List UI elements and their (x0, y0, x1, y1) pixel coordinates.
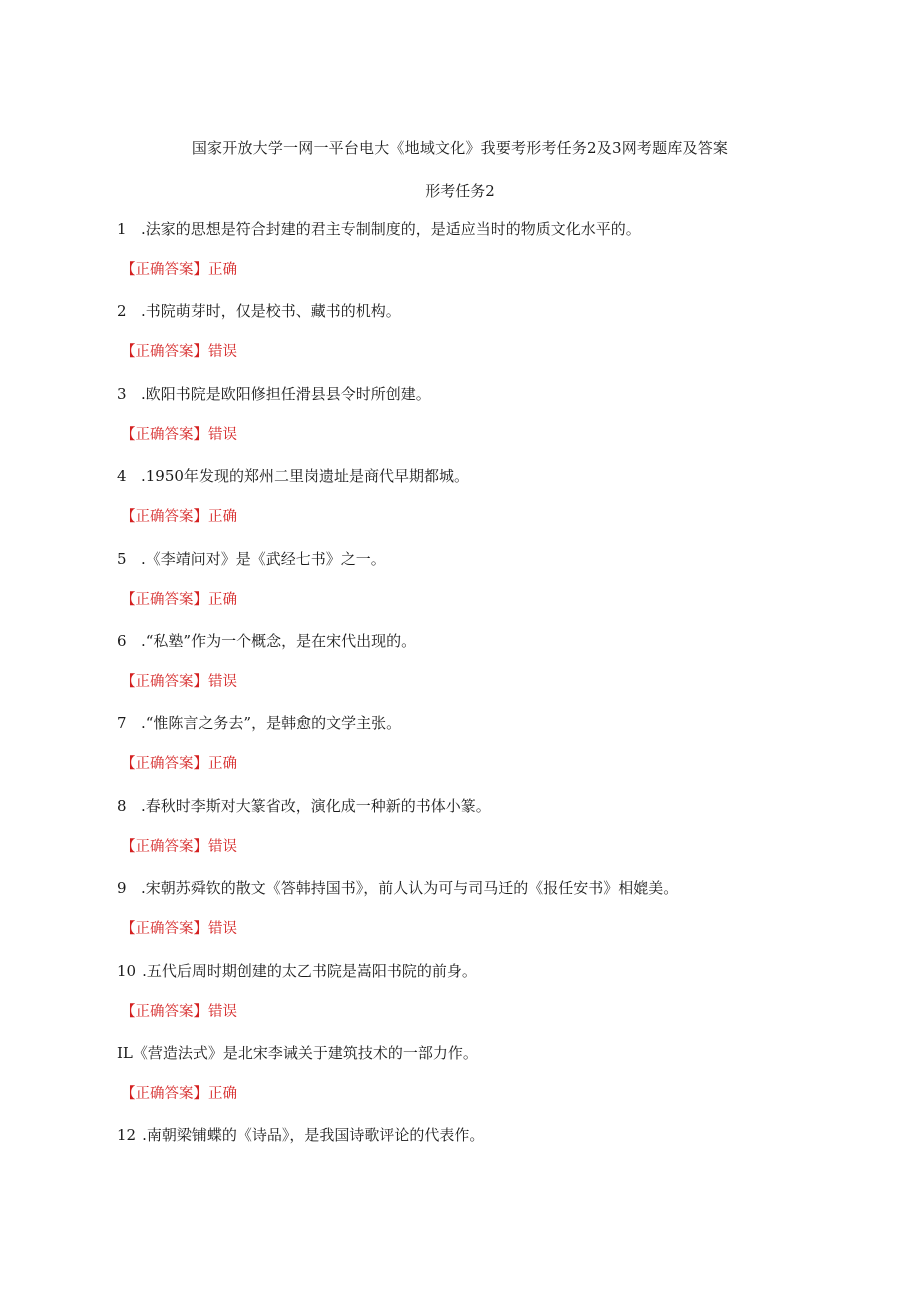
question-number: 10 (117, 961, 137, 980)
answer-prefix: 【正确答案】 (121, 756, 208, 773)
question-line (117, 466, 469, 486)
answer-line (121, 590, 237, 610)
question-number: 6 (117, 631, 127, 650)
question-text: .“私塾”作为一个概念，是在宋代出现的。 (141, 631, 417, 650)
question-text: .1950年发现的郑州二里岗遗址是商代早期都城。 (141, 467, 469, 486)
question-item (117, 961, 837, 1043)
question-text: .《李靖问对》是《武经七书》之一。 (141, 549, 386, 568)
answer-prefix: 【正确答案】 (121, 1003, 208, 1020)
question-item (117, 1043, 837, 1125)
answer-value: 正确 (208, 756, 237, 773)
question-number: 9 (117, 879, 127, 898)
question-text: .书院萌芽时，仅是校书、藏书的机构。 (141, 302, 401, 321)
section-title: 形考任务2 (425, 182, 495, 200)
question-line (117, 384, 431, 404)
question-text: .欧阳书院是欧阳修担任滑县县令时所创建。 (141, 384, 431, 403)
question-line (117, 301, 401, 321)
question-line (117, 961, 477, 981)
answer-value: 正确 (208, 591, 237, 608)
question-line (117, 219, 641, 239)
answer-value: 错误 (208, 673, 237, 690)
answer-value: 错误 (208, 1003, 237, 1020)
answer-value: 错误 (208, 838, 237, 855)
answer-value: 错误 (208, 344, 237, 361)
question-text: .宋朝苏舜钦的散文《答韩持国书》，前人认为可与司马迁的《报任安书》相媲美。 (141, 879, 679, 898)
question-item (117, 384, 837, 466)
answer-prefix: 【正确答案】 (121, 1085, 208, 1102)
answer-line (121, 754, 237, 774)
question-line (117, 878, 678, 898)
document-title: 国家开放大学一网一平台电大《地域文化》我要考形考任务2及3网考题库及答案 (191, 139, 729, 157)
question-number: 7 (117, 714, 127, 733)
question-item (117, 878, 837, 960)
answer-prefix: 【正确答案】 (121, 262, 208, 278)
question-list (117, 219, 837, 1208)
answer-line (121, 507, 237, 527)
question-line (117, 1125, 484, 1145)
question-line (117, 1043, 478, 1063)
answer-line (121, 1002, 237, 1022)
answer-prefix: 【正确答案】 (121, 921, 208, 938)
question-number: 1 (117, 220, 127, 238)
question-item (117, 219, 837, 301)
question-item (117, 549, 837, 631)
answer-prefix: 【正确答案】 (121, 591, 208, 608)
answer-line (121, 342, 237, 362)
question-text: .五代后周时期创建的太乙书院是嵩阳书院的前身。 (142, 961, 477, 980)
question-item (117, 301, 837, 383)
question-text: IL《营造法式》是北宋李诫关于建筑技术的一部力作。 (117, 1043, 478, 1062)
question-item (117, 796, 837, 878)
question-number: 8 (117, 796, 127, 815)
question-number: 2 (117, 302, 127, 321)
question-number: 12 (117, 1126, 137, 1145)
question-item (117, 1125, 837, 1207)
answer-prefix: 【正确答案】 (121, 509, 208, 526)
answer-line (121, 1084, 237, 1104)
answer-value: 错误 (208, 921, 237, 938)
answer-prefix: 【正确答案】 (121, 838, 208, 855)
question-text: .“惟陈言之务去”，是韩愈的文学主张。 (141, 714, 402, 733)
answer-line (121, 260, 237, 280)
question-item (117, 631, 837, 713)
question-number: 4 (117, 467, 127, 486)
answer-value: 正确 (208, 262, 237, 278)
question-item (117, 466, 837, 548)
question-text: .法家的思想是符合封建的君主专制制度的，是适应当时的物质文化水平的。 (141, 220, 641, 238)
question-line (117, 713, 401, 733)
question-text: .春秋时李斯对大篆省改，演化成一种新的书体小篆。 (141, 796, 491, 815)
answer-prefix: 【正确答案】 (121, 344, 208, 361)
question-number: 3 (117, 384, 127, 403)
question-text: .南朝梁铺蝶的《诗品》，是我国诗歌评论的代表作。 (142, 1126, 485, 1145)
question-line (117, 796, 491, 816)
question-number: 5 (117, 549, 127, 568)
answer-value: 正确 (208, 1085, 237, 1102)
question-item (117, 713, 837, 795)
question-line (117, 549, 386, 569)
question-line (117, 631, 416, 651)
answer-prefix: 【正确答案】 (121, 673, 208, 690)
answer-value: 错误 (208, 426, 237, 443)
answer-line (121, 919, 237, 939)
answer-prefix: 【正确答案】 (121, 426, 208, 443)
answer-value: 正确 (208, 509, 237, 526)
answer-line (121, 425, 237, 445)
answer-line (121, 672, 237, 692)
answer-line (121, 837, 237, 857)
